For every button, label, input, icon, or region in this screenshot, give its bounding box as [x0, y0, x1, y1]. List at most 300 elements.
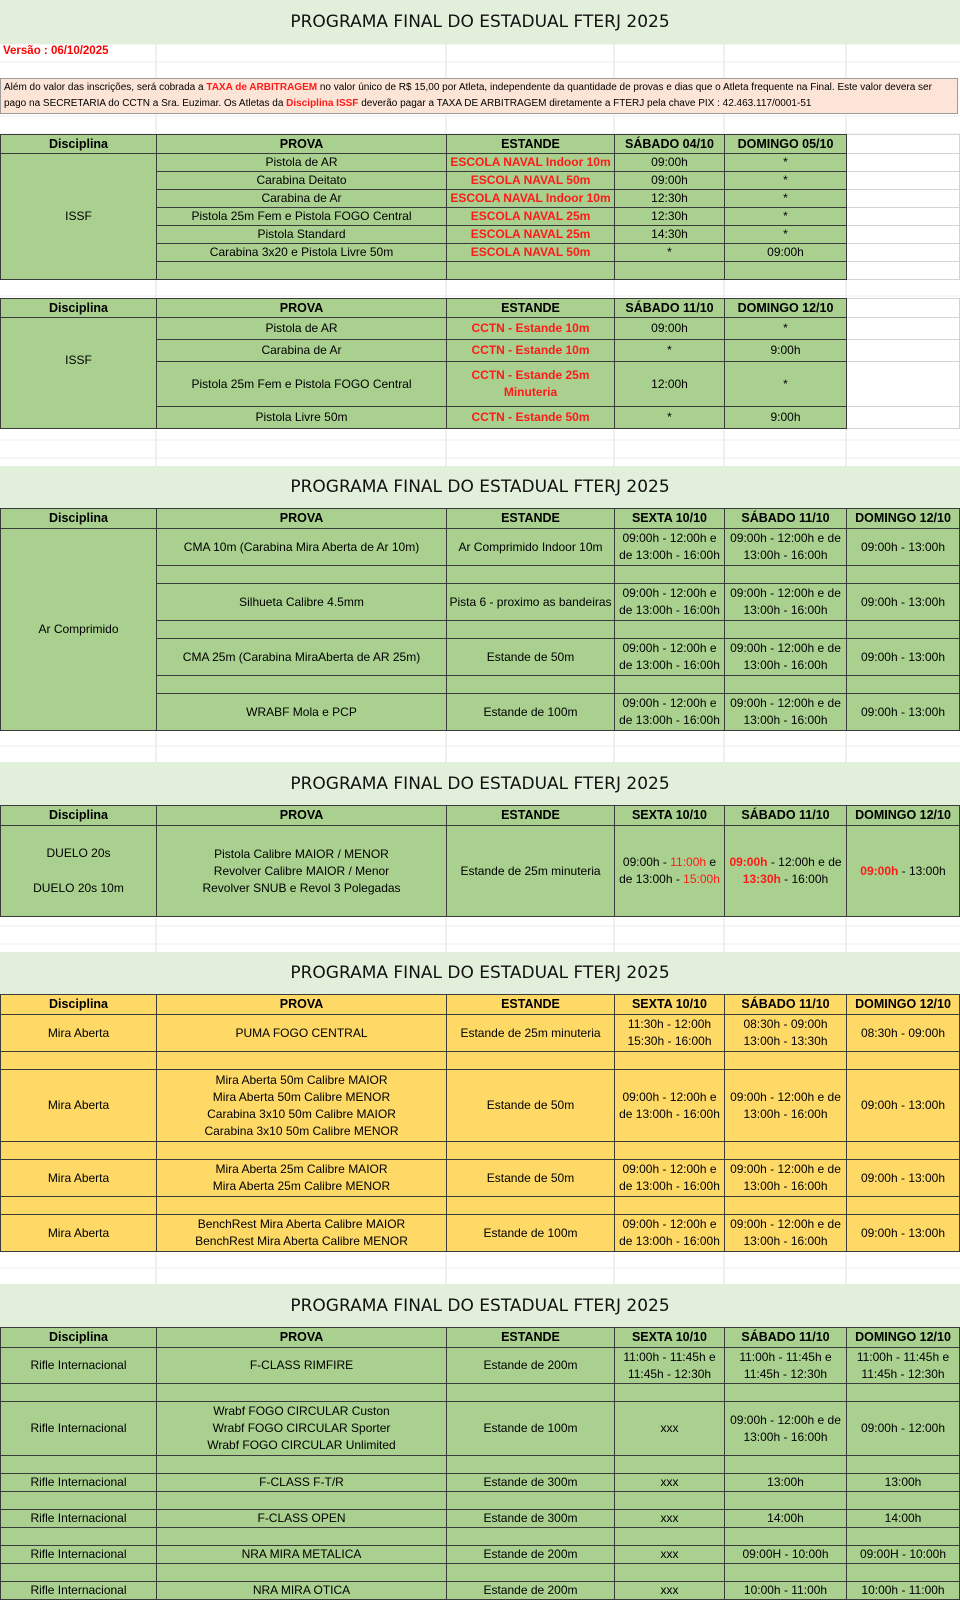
- table-row: [1, 318, 960, 340]
- cell-line: 11:00h - 11:45h e: [856, 1349, 950, 1364]
- line-gap: [3, 862, 154, 880]
- estande-cell: CCTN - Estande 10m: [447, 340, 615, 362]
- empty-cell: [1, 1052, 157, 1070]
- header-prova: PROVA: [157, 806, 447, 826]
- time-cell: [615, 639, 725, 676]
- note-highlight: Disciplina ISSF: [286, 98, 359, 109]
- estande-line: Minuteria: [503, 385, 558, 399]
- schedule-table-rifle-internacional: [0, 1327, 960, 1600]
- cell-line: 09:00h - 12:00h e: [622, 1089, 717, 1104]
- empty-cell: [725, 1492, 847, 1510]
- empty-cell: [847, 1528, 960, 1546]
- header-sexta: SEXTA 10/10: [615, 1328, 725, 1348]
- schedule-table-ar-comprimido: [0, 508, 960, 731]
- cell-line: 13:00h - 16:00h: [743, 1106, 828, 1121]
- header-estande: ESTANDE: [447, 806, 615, 826]
- disciplina-cell: Rifle Internacional: [1, 1474, 157, 1492]
- table-header-row: [1, 299, 960, 318]
- table-row: [1, 1582, 960, 1600]
- time-text: - 16:00h: [780, 872, 829, 886]
- disciplina-cell: Mira Aberta: [1, 1215, 157, 1252]
- section-title: [0, 1284, 960, 1327]
- cell-line: 13:00h - 16:00h: [743, 1234, 828, 1248]
- disciplina-cell: Ar Comprimido: [1, 529, 157, 731]
- time-line: 09:00h - 12:00h e: [622, 586, 717, 600]
- time-cell: [847, 1582, 960, 1600]
- estande-line: CCTN - Estande 25m: [471, 368, 590, 382]
- time-cell: *: [725, 362, 847, 407]
- schedule-table-duelo: [0, 805, 960, 917]
- header-sabado: SÁBADO 11/10: [725, 509, 847, 529]
- prova-cell: [157, 1582, 447, 1600]
- prova-cell: CMA 25m (Carabina MiraAberta de AR 25m): [157, 639, 447, 676]
- cell-line: 10:00h - 11:00h: [861, 1583, 945, 1597]
- time-text: - 12:00h e de: [767, 855, 842, 869]
- cell-line: 11:00h - 11:45h e: [739, 1349, 832, 1364]
- estande-cell: Ar Comprimido Indoor 10m: [447, 529, 615, 566]
- empty-cell: [847, 172, 960, 190]
- empty-cell: [157, 262, 447, 280]
- disciplina-cell: Rifle Internacional: [1, 1402, 157, 1456]
- prova-cell: Carabina de Ar: [157, 190, 447, 208]
- time-cell: [615, 1215, 725, 1252]
- header-sabado: SÁBADO 11/10: [725, 1328, 847, 1348]
- page-title: [0, 0, 960, 44]
- header-sabado: SÁBADO 11/10: [725, 806, 847, 826]
- time-line: 13:00h - 16:00h: [743, 548, 828, 562]
- time-cell: [725, 1215, 847, 1252]
- table-row: [1, 1510, 960, 1528]
- disciplina-cell: [1, 826, 157, 917]
- empty-cell: [725, 566, 847, 584]
- cell-line: NRA MIRA OTICA: [252, 1583, 351, 1597]
- section-title: [0, 466, 960, 508]
- header-domingo: DOMINGO 12/10: [725, 299, 847, 318]
- time-line: de 13:00h - 16:00h: [619, 603, 720, 617]
- time-cell: 09:00h - 13:00h: [847, 529, 960, 566]
- empty-cell: [847, 1052, 960, 1070]
- disciplina-cell: Rifle Internacional: [1, 1348, 157, 1384]
- time-cell: [847, 1348, 960, 1384]
- empty-cell: [847, 1456, 960, 1474]
- time-cell: 12:30h: [615, 208, 725, 226]
- empty-cell: [847, 262, 960, 280]
- cell-line: 09:00H - 10:00h: [742, 1547, 829, 1561]
- prova-cell: Pistola Livre 50m: [157, 407, 447, 429]
- empty-cell: [847, 318, 960, 340]
- empty-cell: [157, 1564, 447, 1582]
- cell-line: de 13:00h - 16:00h: [619, 1106, 720, 1121]
- estande-cell: Pista 6 - proximo as bandeiras: [447, 584, 615, 621]
- time-line: [727, 871, 844, 888]
- time-cell: 09:00h: [615, 172, 725, 190]
- header-estande: ESTANDE: [447, 995, 615, 1015]
- time-cell: [725, 1546, 847, 1564]
- empty-cell: [157, 1456, 447, 1474]
- time-cell: 09:00h - 13:00h: [847, 639, 960, 676]
- spacer-row: [1, 1528, 960, 1546]
- time-cell: 09:00h: [725, 244, 847, 262]
- schedule-table-issf-cctn: [0, 298, 960, 429]
- empty-cell: [1, 1564, 157, 1582]
- header-prova: PROVA: [157, 299, 447, 318]
- cell-line: 09:00h - 12:00h e: [622, 1217, 717, 1231]
- header-disciplina: Disciplina: [1, 995, 157, 1015]
- cell-line: Mira Aberta 50m Calibre MENOR: [212, 1089, 391, 1104]
- spacer-row: [1, 1456, 960, 1474]
- time-cell: [725, 1474, 847, 1492]
- cell-line: 13:00h - 16:00h: [743, 1179, 828, 1193]
- cell-line: 09:00h - 12:00h e: [622, 1162, 717, 1176]
- empty-cell: [847, 226, 960, 244]
- cell-line: F-CLASS RIMFIRE: [249, 1358, 354, 1372]
- time-cell: [725, 1510, 847, 1528]
- prova-cell: [157, 1402, 447, 1456]
- time-cell: *: [725, 318, 847, 340]
- prova-cell: WRABF Mola e PCP: [157, 694, 447, 731]
- empty-cell: [447, 676, 615, 694]
- time-cell: [847, 1510, 960, 1528]
- time-text: e: [706, 855, 717, 869]
- cell-line: 09:00h - 12:00h e de: [730, 1412, 841, 1427]
- time-cell: [725, 584, 847, 621]
- estande-cell: Estande de 200m: [447, 1348, 615, 1384]
- empty-cell: [725, 1528, 847, 1546]
- empty-cell: [157, 1528, 447, 1546]
- empty-cell: [725, 1456, 847, 1474]
- prova-cell: Carabina Deitato: [157, 172, 447, 190]
- header-estande: ESTANDE: [447, 509, 615, 529]
- cell-line: NRA MIRA METALICA: [241, 1547, 362, 1561]
- empty-cell: [847, 1142, 960, 1160]
- time-cell: *: [725, 190, 847, 208]
- estande-cell: ESCOLA NAVAL Indoor 10m: [447, 154, 615, 172]
- empty-cell: [847, 154, 960, 172]
- table-header-row: [1, 135, 960, 154]
- estande-cell: ESCOLA NAVAL 25m: [447, 226, 615, 244]
- time-cell: 09:00h - 13:00h: [847, 1160, 960, 1197]
- cell-line: 15:30h - 16:00h: [627, 1034, 712, 1048]
- section-title: [0, 952, 960, 994]
- cell-line: Mira Aberta 25m Calibre MAIOR: [215, 1162, 388, 1176]
- cell-line: 13:00h - 13:30h: [743, 1034, 828, 1048]
- table-row: [1, 1348, 960, 1384]
- spacer-row: [1, 1492, 960, 1510]
- empty-cell: [157, 1197, 447, 1215]
- table-header-row: [1, 806, 960, 826]
- empty-cell: [447, 1456, 615, 1474]
- time-line: [617, 854, 722, 871]
- time-cell: [725, 1160, 847, 1197]
- header-sexta: SEXTA 10/10: [615, 806, 725, 826]
- time-highlight: 09:00h: [860, 863, 899, 878]
- time-text: - 13:00h: [898, 863, 946, 878]
- time-cell: [615, 1015, 725, 1052]
- table-header-row: [1, 509, 960, 529]
- empty-cell: [725, 676, 847, 694]
- estande-cell: Estande de 200m: [447, 1546, 615, 1564]
- prova-cell: Pistola 25m Fem e Pistola FOGO Central: [157, 208, 447, 226]
- empty-cell: [847, 208, 960, 226]
- header-disciplina: Disciplina: [1, 509, 157, 529]
- empty-cell: [447, 1142, 615, 1160]
- prova-line: Pistola Calibre MAIOR / MENOR: [214, 846, 389, 861]
- cell-line: Wrabf FOGO CIRCULAR Unlimited: [207, 1438, 396, 1452]
- empty-cell: [847, 1384, 960, 1402]
- table-header-row: [1, 995, 960, 1015]
- time-cell: [615, 1582, 725, 1600]
- time-highlight: 09:00h: [729, 855, 768, 869]
- prova-cell: Pistola de AR: [157, 318, 447, 340]
- spacer-row: [1, 1197, 960, 1215]
- time-cell: 09:00h - 13:00h: [847, 584, 960, 621]
- prova-cell: Pistola 25m Fem e Pistola FOGO Central: [157, 362, 447, 407]
- cell-line: 11:30h - 12:00h: [627, 1017, 712, 1031]
- time-cell: 9:00h: [725, 407, 847, 429]
- schedule-table-issf-naval: [0, 134, 960, 280]
- time-cell: [725, 639, 847, 676]
- empty-cell: [447, 621, 615, 639]
- empty-cell: [157, 621, 447, 639]
- disciplina-cell: Mira Aberta: [1, 1160, 157, 1197]
- header-domingo: DOMINGO 05/10: [725, 135, 847, 154]
- table-row: [1, 1215, 960, 1252]
- cell-line: 09:00h - 12:00h: [860, 1421, 946, 1435]
- empty-cell: [447, 1528, 615, 1546]
- empty-cell: [1, 1528, 157, 1546]
- time-cell: [725, 1582, 847, 1600]
- cell-line: xxx: [660, 1421, 679, 1435]
- disciplina-line: DUELO 20s: [46, 846, 111, 860]
- cell-line: Carabina 3x10 50m Calibre MAIOR: [207, 1106, 396, 1121]
- empty-cell: [1, 1456, 157, 1474]
- time-cell: 14:30h: [615, 226, 725, 244]
- header-prova: PROVA: [157, 135, 447, 154]
- estande-cell: ESCOLA NAVAL Indoor 10m: [447, 190, 615, 208]
- time-cell: *: [725, 172, 847, 190]
- header-estande: ESTANDE: [447, 135, 615, 154]
- prova-line: Revolver Calibre MAIOR / Menor: [213, 863, 390, 878]
- header-sabado: SÁBADO 11/10: [615, 299, 725, 318]
- cell-line: BenchRest Mira Aberta Calibre MAIOR: [197, 1217, 406, 1231]
- estande-cell: Estande de 200m: [447, 1582, 615, 1600]
- estande-cell: Estande de 300m: [447, 1474, 615, 1492]
- time-cell: 09:00h: [615, 154, 725, 172]
- cell-line: xxx: [660, 1511, 679, 1525]
- estande-cell: Estande de 50m: [447, 639, 615, 676]
- prova-cell: [157, 1070, 447, 1142]
- table-row: [1, 1474, 960, 1492]
- time-cell: *: [725, 154, 847, 172]
- table-row: [1, 1402, 960, 1456]
- header-prova: PROVA: [157, 1328, 447, 1348]
- prova-cell: CMA 10m (Carabina Mira Aberta de Ar 10m): [157, 529, 447, 566]
- header-sabado: SÁBADO 11/10: [725, 995, 847, 1015]
- spacer-row: [1, 1564, 960, 1582]
- time-cell: [615, 1510, 725, 1528]
- empty-cell: [847, 676, 960, 694]
- empty-cell: [1, 1197, 157, 1215]
- empty-cell: [157, 1492, 447, 1510]
- header-disciplina: Disciplina: [1, 1328, 157, 1348]
- header-disciplina: Disciplina: [1, 299, 157, 318]
- time-highlight: 13:30h: [742, 872, 781, 886]
- header-prova: PROVA: [157, 995, 447, 1015]
- time-cell: [725, 1348, 847, 1384]
- empty-cell: [1, 1384, 157, 1402]
- disciplina-cell: Mira Aberta: [1, 1070, 157, 1142]
- disciplina-cell: Mira Aberta: [1, 1015, 157, 1052]
- time-line: 09:00h - 12:00h e: [622, 641, 717, 655]
- cell-line: BenchRest Mira Aberta Calibre MENOR: [195, 1234, 408, 1248]
- cell-line: de 13:00h - 16:00h: [619, 1234, 720, 1248]
- header-domingo: DOMINGO 12/10: [847, 806, 960, 826]
- empty-cell: [615, 1564, 725, 1582]
- header-sabado: SÁBADO 04/10: [615, 135, 725, 154]
- time-cell: [725, 1070, 847, 1142]
- time-line: de 13:00h - 16:00h: [619, 658, 720, 672]
- header-prova: PROVA: [157, 509, 447, 529]
- empty-cell: [725, 621, 847, 639]
- title-text: PROGRAMA FINAL DO ESTADUAL FTERJ 2025: [290, 477, 670, 497]
- spacer-row: [1, 1142, 960, 1160]
- time-cell: 12:00h: [615, 362, 725, 407]
- cell-line: F-CLASS OPEN: [257, 1511, 346, 1525]
- prova-cell: Carabina 3x20 e Pistola Livre 50m: [157, 244, 447, 262]
- time-cell: [615, 1474, 725, 1492]
- time-cell: [615, 529, 725, 566]
- time-cell: 09:00h: [615, 318, 725, 340]
- empty-cell: [447, 1384, 615, 1402]
- disciplina-line: DUELO 20s 10m: [33, 881, 124, 895]
- table-row: [1, 826, 960, 917]
- empty-cell: [447, 1492, 615, 1510]
- time-cell: [725, 1402, 847, 1456]
- empty-cell: [615, 676, 725, 694]
- estande-cell: Estande de 300m: [447, 1510, 615, 1528]
- empty-cell: [615, 1052, 725, 1070]
- time-cell: *: [615, 340, 725, 362]
- empty-cell: [847, 190, 960, 208]
- cell-line: xxx: [660, 1583, 679, 1597]
- empty-cell: [847, 1564, 960, 1582]
- cell-line: 09:00h - 12:00h e de: [730, 1089, 841, 1104]
- cell-line: 13:00h - 16:00h: [743, 1429, 828, 1444]
- prova-line: Revolver SNUB e Revol 3 Polegadas: [202, 880, 401, 895]
- time-line: [727, 854, 844, 871]
- empty-cell: [847, 362, 960, 407]
- estande-cell: Estande de 50m: [447, 1160, 615, 1197]
- empty-cell: [725, 1142, 847, 1160]
- arbitration-fee-note: [0, 78, 958, 114]
- empty-cell: [615, 1142, 725, 1160]
- cell-line: Carabina 3x10 50m Calibre MENOR: [204, 1123, 399, 1138]
- table-row: [1, 1546, 960, 1564]
- estande-cell: CCTN - Estande 50m: [447, 407, 615, 429]
- cell-line: Wrabf FOGO CIRCULAR Custon: [213, 1404, 390, 1418]
- cell-line: 09:00h - 12:00h e de: [730, 1162, 841, 1176]
- empty-cell: [725, 1052, 847, 1070]
- cell-line: 14:00h: [767, 1511, 804, 1525]
- empty-cell: [725, 1384, 847, 1402]
- header-estande: ESTANDE: [447, 299, 615, 318]
- prova-cell: [157, 1474, 447, 1492]
- time-cell: [615, 694, 725, 731]
- time-line: 13:00h - 16:00h: [743, 603, 828, 617]
- empty-cell: [157, 1384, 447, 1402]
- time-cell: 09:00h - 13:00h: [847, 1070, 960, 1142]
- empty-cell: [847, 1492, 960, 1510]
- time-line: [617, 871, 722, 888]
- empty-cell: [725, 1197, 847, 1215]
- empty-cell: [847, 566, 960, 584]
- prova-cell: Pistola de AR: [157, 154, 447, 172]
- empty-cell: [615, 262, 725, 280]
- time-line: 09:00h - 12:00h e de: [730, 641, 841, 655]
- header-sexta: SEXTA 10/10: [615, 995, 725, 1015]
- empty-cell: [447, 1564, 615, 1582]
- estande-cell: Estande de 100m: [447, 1215, 615, 1252]
- time-cell: [725, 826, 847, 917]
- title-text: PROGRAMA FINAL DO ESTADUAL FTERJ 2025: [290, 963, 670, 983]
- empty-cell: [847, 621, 960, 639]
- empty-cell: [615, 1456, 725, 1474]
- estande-cell: Estande de 25m minuteria: [447, 1015, 615, 1052]
- time-cell: *: [615, 407, 725, 429]
- cell-line: xxx: [660, 1547, 679, 1561]
- empty-cell: [447, 1052, 615, 1070]
- time-cell: 12:30h: [615, 190, 725, 208]
- time-cell: [847, 826, 960, 917]
- empty-cell: [615, 1384, 725, 1402]
- estande-cell: Estande de 50m: [447, 1070, 615, 1142]
- disciplina-cell: Rifle Internacional: [1, 1510, 157, 1528]
- header-disciplina: Disciplina: [1, 806, 157, 826]
- time-highlight: 15:00h: [683, 872, 720, 886]
- empty-cell: [725, 1564, 847, 1582]
- cell-line: 09:00H - 10:00h: [859, 1547, 947, 1561]
- prova-cell: [157, 1546, 447, 1564]
- header-domingo: DOMINGO 12/10: [847, 995, 960, 1015]
- table-row: [1, 1160, 960, 1197]
- section-title: [0, 762, 960, 805]
- estande-cell: CCTN - Estande 10m: [447, 318, 615, 340]
- estande-cell: ESCOLA NAVAL 50m: [447, 244, 615, 262]
- time-cell: [615, 1160, 725, 1197]
- cell-line: 14:00h: [884, 1511, 922, 1525]
- table-row: [1, 529, 960, 566]
- estande-cell: [447, 362, 615, 407]
- header-domingo: DOMINGO 12/10: [847, 509, 960, 529]
- spacer-row: [1, 1052, 960, 1070]
- estande-cell: ESCOLA NAVAL 50m: [447, 172, 615, 190]
- prova-cell: [157, 1215, 447, 1252]
- empty-cell: [847, 407, 960, 429]
- header-domingo: DOMINGO 12/10: [847, 1328, 960, 1348]
- note-text: no valor único de R$ 15,00 por Atleta, independente da quantidade de provas e dias que o Atleta frequente na Final. Este valor devera ser pago na SECRETARIA do CCTN a Sra. Euzimar. Os Atletas da: [4, 82, 932, 109]
- time-cell: [847, 1474, 960, 1492]
- prova-cell: Carabina de Ar: [157, 340, 447, 362]
- time-line: 13:00h - 16:00h: [743, 658, 828, 672]
- time-line: 09:00h - 12:00h e de: [730, 586, 841, 600]
- time-text: de 13:00h -: [619, 872, 684, 886]
- table-row: [1, 1015, 960, 1052]
- time-cell: *: [615, 244, 725, 262]
- time-cell: [615, 1070, 725, 1142]
- empty-cell: [615, 621, 725, 639]
- prova-cell: Pistola Standard: [157, 226, 447, 244]
- cell-line: 13:00h: [884, 1475, 922, 1489]
